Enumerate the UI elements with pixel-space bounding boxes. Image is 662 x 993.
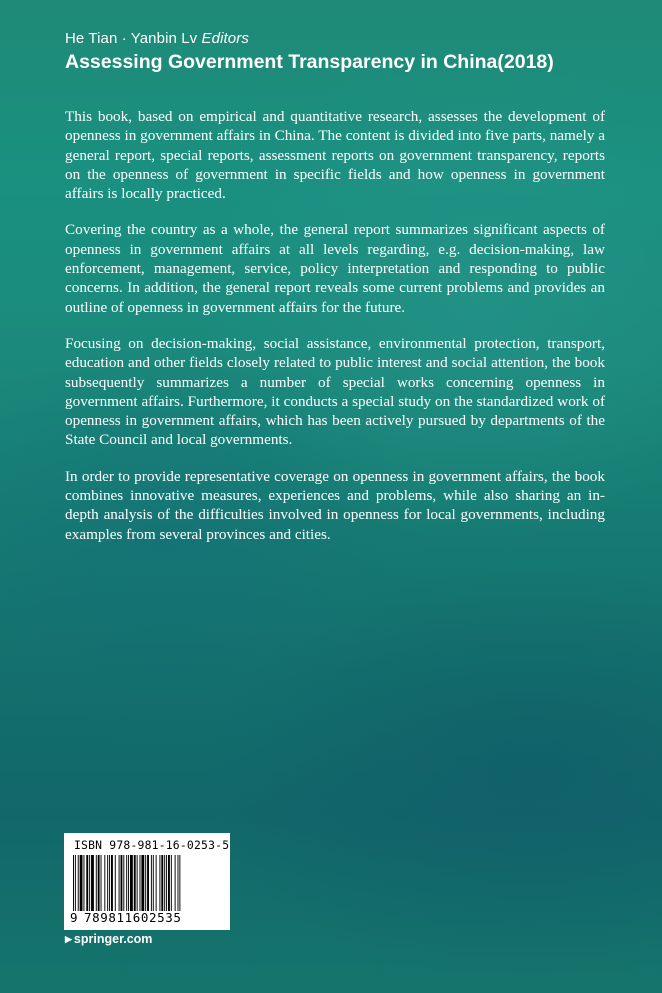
barcode-bar xyxy=(104,855,105,911)
barcode-bar xyxy=(140,855,141,911)
barcode-bar xyxy=(111,855,113,911)
editors-line xyxy=(65,30,249,47)
book-description xyxy=(65,107,605,561)
barcode-bar xyxy=(134,855,136,911)
arrow-icon: ▶ xyxy=(65,934,72,944)
barcode-bar xyxy=(107,855,108,911)
description-paragraph: Focusing on decision-making, social assistance, environmental protection, transport, education and other fields closely related to public interest and social attention, the book subsequently summarizes a number of special works concerning openness in government affairs. Furthermore, it conducts a special study on the standardized work of openness in government affairs, which has been actively pursued by departments of the State Council and local governments. xyxy=(65,334,605,449)
barcode-bar xyxy=(119,855,120,911)
barcode xyxy=(71,855,223,911)
barcode-bar xyxy=(130,855,133,911)
description-paragraph: In order to provide representative coverage on openness in government affairs, the book combines innovative measures, experiences and problems, while also sharing an in-depth analysis of the difficulties involved in openness for local governments, including examples from several provinces and cities. xyxy=(65,467,605,543)
barcode-bar xyxy=(141,855,144,911)
barcode-bar xyxy=(179,855,180,911)
barcode-bar xyxy=(91,855,94,911)
barcode-bar xyxy=(137,855,138,911)
barcode-bar xyxy=(178,855,179,911)
book-title: Assessing Government Transparency in China(2018) xyxy=(65,51,554,73)
description-paragraph: Covering the country as a whole, the general report summarizes significant aspects of openness in government affairs at all levels regarding, e.g. decision-making, law enforcement, management, service, policy interpretation and responding to public concerns. In addition, the general report reveals some current problems and provides an outline of openness in government affairs for the future. xyxy=(65,221,605,316)
barcode-bar xyxy=(156,855,157,911)
barcode-bar xyxy=(126,855,127,911)
barcode-bar xyxy=(128,855,129,911)
barcode-bar xyxy=(109,855,110,911)
isbn-barcode-label xyxy=(64,833,230,930)
isbn-number: ISBN 978-981-16-0253-5 xyxy=(74,838,230,852)
barcode-lead-digit: 9 xyxy=(70,910,79,925)
barcode-bar xyxy=(115,855,116,911)
barcode-bar xyxy=(145,855,146,911)
editors-role: Editors xyxy=(201,30,249,47)
barcode-bar xyxy=(80,855,83,911)
barcode-bar xyxy=(83,855,84,911)
barcode-bar xyxy=(153,855,154,911)
barcode-bar xyxy=(147,855,149,911)
barcode-digit-string: 789811602535 xyxy=(84,910,182,925)
barcode-bar xyxy=(96,855,97,911)
barcode-bar xyxy=(89,855,90,911)
barcode-bar xyxy=(98,855,100,911)
barcode-bar xyxy=(123,855,124,911)
publisher-site: springer.com xyxy=(73,932,153,946)
barcode-bar xyxy=(175,855,176,911)
barcode-bar xyxy=(101,855,102,911)
publisher-website xyxy=(65,932,152,946)
barcode-bar xyxy=(73,855,74,911)
editors-names: He Tian · Yanbin Lv xyxy=(65,30,198,47)
barcode-bar xyxy=(159,855,160,911)
barcode-bar xyxy=(121,855,123,911)
barcode-bar xyxy=(171,855,172,911)
barcode-bar xyxy=(78,855,79,911)
description-paragraph: This book, based on empirical and quantitative research, assesses the development of openness in government affairs in China. The content is divided into five parts, namely a general report, special reports, assessment reports on government transparency, reports on the openness of government in specific fields and how openness in government affairs is locally practiced. xyxy=(65,108,605,203)
barcode-bar xyxy=(75,855,76,911)
barcode-bar xyxy=(168,855,170,911)
barcode-bar xyxy=(164,855,165,911)
barcode-bar xyxy=(161,855,163,911)
barcode-bar xyxy=(151,855,152,911)
barcode-bar xyxy=(86,855,88,911)
barcode-bar xyxy=(166,855,167,911)
